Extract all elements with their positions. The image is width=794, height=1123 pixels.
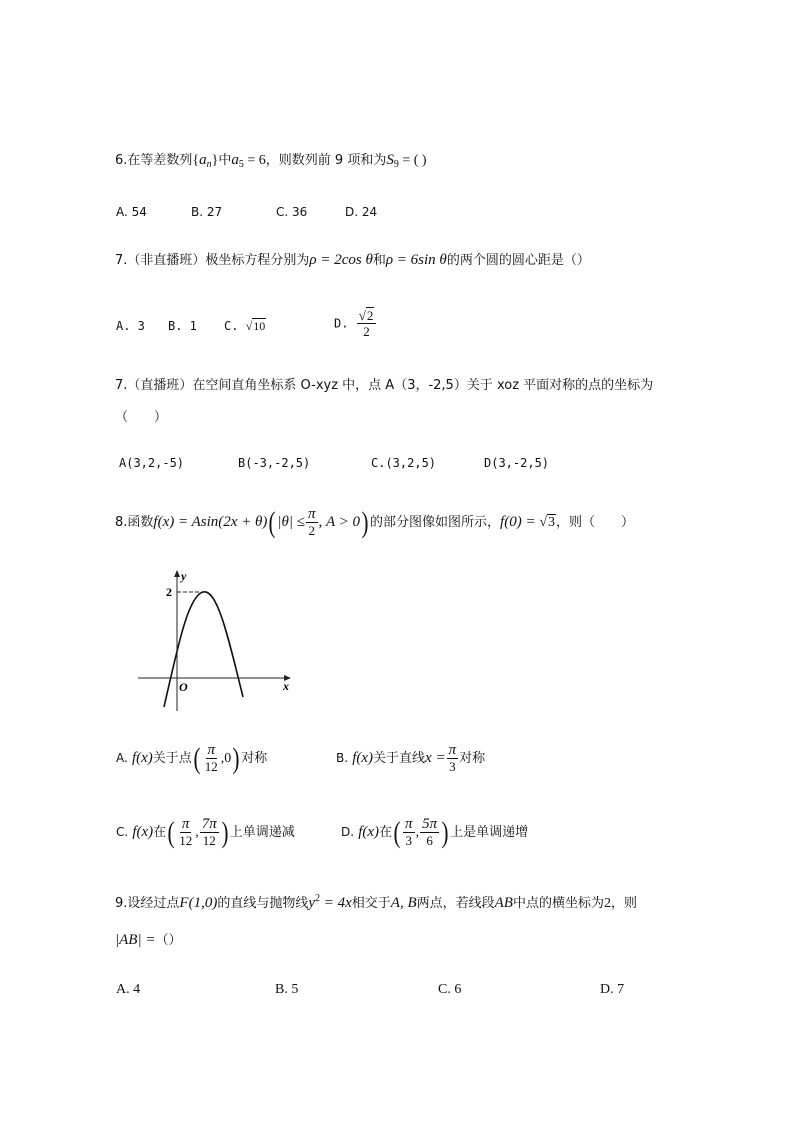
- q8-option-d[interactable]: D. f(x)在( $\frac{\pi}{3}$ , $\frac{5\pi}{6}$ ) 上是单调递增: [341, 815, 529, 849]
- q6-stem: 6.在等差数列$\{a_n\}$中$a_5 = 6$，则数列前 9 项和为$S_9$ = ( ): [115, 152, 427, 170]
- y-axis-label: y: [181, 569, 187, 583]
- sqrt-10: √10: [245, 319, 266, 333]
- q7b-option-b[interactable]: B(-3,-2,5): [238, 456, 311, 470]
- q8-option-c[interactable]: C. f(x)在( $\frac{\pi}{12}$ , $\frac{7\pi}{12}$ ) 上单调递减: [116, 815, 295, 849]
- q7a-stem: 7.（非直播班）极坐标方程分别为ρ = 2cos θ和ρ = 6sin θ的两个圆的圆心距是（）: [115, 252, 590, 268]
- q9-option-d[interactable]: D. 7: [600, 982, 625, 997]
- q6-option-d[interactable]: D. 24: [345, 205, 378, 219]
- q6-options: [0, 202, 794, 222]
- q7b-option-c[interactable]: C.(3,2,5): [371, 456, 437, 470]
- q7b-options: [0, 453, 794, 473]
- q8-options-ab: [0, 738, 794, 778]
- q7a-option-b[interactable]: B. 1: [168, 319, 197, 333]
- origin-label: O: [179, 680, 188, 694]
- q9-options: [0, 980, 794, 1000]
- q6-option-a[interactable]: A. 54: [116, 205, 147, 219]
- q7b-stem-line2: （ ）: [115, 410, 168, 425]
- q9-stem-line1: 9.设经过点F(1,0)的直线与抛物线$y^2 = 4x$相交于A, B两点，若线段AB中点的横坐标为2，则: [115, 893, 637, 911]
- max-value-label: 2: [166, 585, 172, 599]
- q8-option-b[interactable]: B. f(x)关于直线x = $\frac{\pi}{3}$ 对称: [336, 742, 486, 774]
- q9-option-a[interactable]: A. 4: [116, 982, 141, 997]
- q7a-option-a[interactable]: A. 3: [116, 319, 145, 333]
- x-axis-label: x: [283, 679, 289, 693]
- q7a-options: [0, 308, 794, 348]
- q6-option-b[interactable]: B. 27: [191, 205, 223, 219]
- q7b-stem-line1: 7.（直播班）在空间直角坐标系 O-xyz 中，点 A（3，-2,5）关于 xoz 平面对称的点的坐标为: [115, 378, 654, 393]
- q9-stem-line2: |AB| =（）: [115, 932, 182, 948]
- sqrt2-over-2: $\frac{√2}{2}$: [357, 308, 377, 339]
- q8-stem: 8.函数f(x) = Asin(2x + θ)( |θ| ≤ $\frac{\pi}{2}$ , A > 0) 的部分图像如图所示，f(0) = √3，则（ ）: [115, 505, 635, 539]
- q6-option-c[interactable]: C. 36: [276, 205, 308, 219]
- q9-option-b[interactable]: B. 5: [275, 982, 299, 997]
- q7a-option-d[interactable]: D. $\frac{√2}{2}$: [334, 308, 377, 339]
- sine-curve: [164, 592, 243, 707]
- q8-option-a[interactable]: A. f(x)关于点( $\frac{\pi}{12}$ ,0) 对称: [116, 741, 268, 775]
- q8-options-cd: [0, 812, 794, 852]
- q9-option-c[interactable]: C. 6: [438, 982, 462, 997]
- q7b-option-d[interactable]: D(3,-2,5): [484, 456, 550, 470]
- q7a-option-c[interactable]: C. √10: [224, 319, 266, 333]
- function-graph: [133, 566, 303, 716]
- q7b-option-a[interactable]: A(3,2,-5): [119, 456, 185, 470]
- x-axis: [138, 675, 291, 681]
